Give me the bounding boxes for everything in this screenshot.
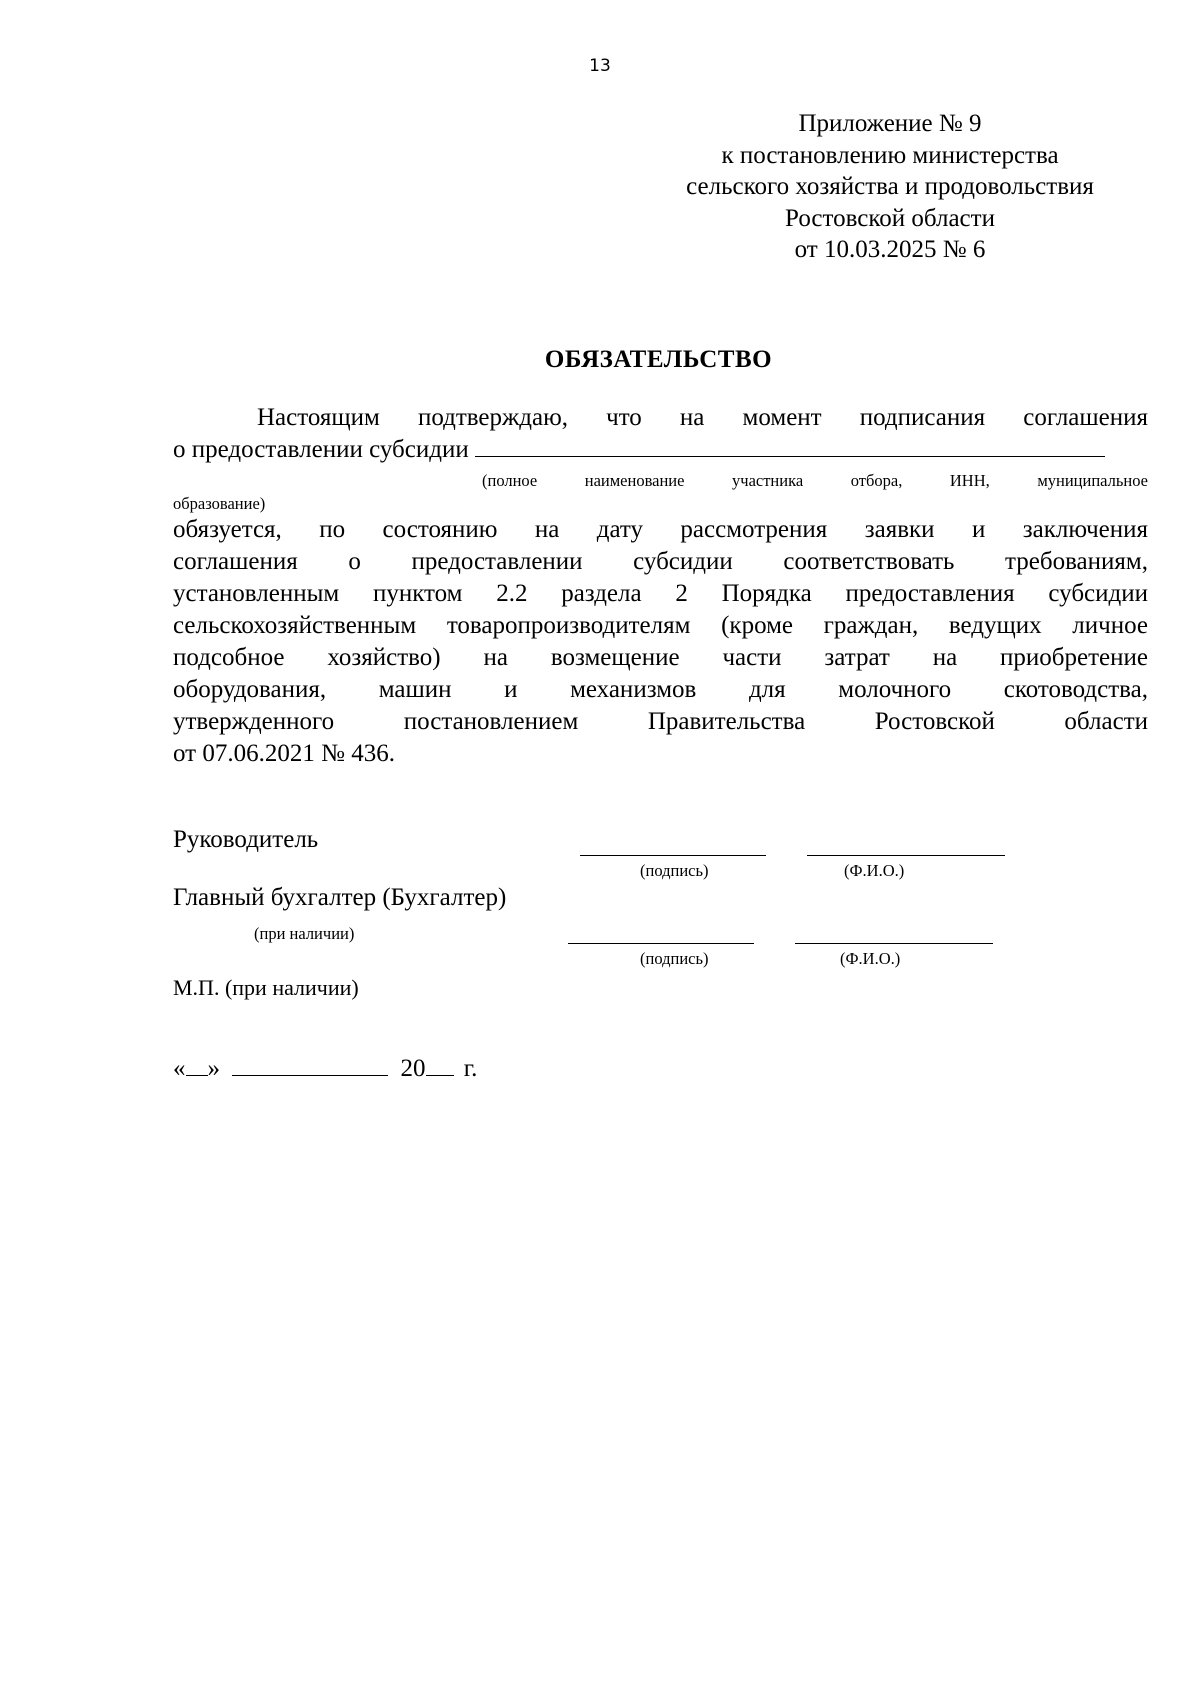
body-line-9: утвержденного постановлением Правительства Ростовской области <box>173 708 1148 735</box>
date-close-quote: » <box>207 1055 220 1082</box>
body-line-4: соглашения о предоставлении субсидии соответствовать требованиям, <box>173 548 1148 575</box>
accountant-signature-line[interactable] <box>568 943 754 944</box>
body-line-6: сельскохозяйственным товаропроизводителям (кроме граждан, ведущих личное <box>173 612 1148 639</box>
appendix-date: от 10.03.2025 № 6 <box>794 236 986 263</box>
accountant-signature-caption: (подпись) <box>640 949 709 968</box>
body-line-3: обязуется, по состоянию на дату рассмотрения заявки и заключения <box>173 516 1148 543</box>
body-line-1: Настоящим подтверждаю, что на момент подписания соглашения <box>257 404 1148 431</box>
appendix-ref-line-2: сельского хозяйства и продовольствия <box>686 173 1094 200</box>
participant-name-blank[interactable] <box>475 434 1105 457</box>
participant-caption-cont: образование) <box>173 494 266 513</box>
head-name-line[interactable] <box>807 855 1005 856</box>
day-blank[interactable] <box>186 1055 208 1076</box>
body-line-8: оборудования, машин и механизмов для молочного скотоводства, <box>173 676 1148 703</box>
participant-caption: (полное наименование участника отбора, ИНН, муниципальное <box>482 471 1148 490</box>
year-prefix: 20 <box>400 1055 426 1082</box>
document-title: ОБЯЗАТЕЛЬСТВО <box>544 346 773 373</box>
body-line-7: подсобное хозяйство) на возмещение части затрат на приобретение <box>173 644 1148 671</box>
date-line <box>173 1055 477 1083</box>
appendix-header <box>640 108 1140 266</box>
body-line-2-text: о предоставлении субсидии <box>173 436 469 463</box>
date-open-quote: « <box>173 1055 186 1082</box>
head-label: Руководитель <box>173 826 319 853</box>
body-line-5: установленным пунктом 2.2 раздела 2 Порядка предоставления субсидии <box>173 580 1148 607</box>
year-blank[interactable] <box>426 1055 454 1076</box>
body-line-2 <box>173 434 1148 466</box>
page-number: 13 <box>589 56 611 76</box>
month-blank[interactable] <box>232 1055 388 1076</box>
stamp-label: М.П. (при наличии) <box>173 975 359 1000</box>
appendix-number: Приложение № 9 <box>798 110 982 137</box>
appendix-ref-line-3: Ростовской области <box>785 204 995 232</box>
accountant-label: Главный бухгалтер (Бухгалтер) <box>173 884 507 911</box>
body-line-10: от 07.06.2021 № 436. <box>173 740 395 767</box>
head-signature-caption: (подпись) <box>640 861 709 880</box>
accountant-if-any: (при наличии) <box>254 924 355 943</box>
accountant-name-caption: (Ф.И.О.) <box>840 949 901 968</box>
head-name-caption: (Ф.И.О.) <box>844 861 905 880</box>
appendix-ref-line-1: к постановлению министерства <box>721 141 1059 169</box>
head-signature-line[interactable] <box>580 855 766 856</box>
accountant-name-line[interactable] <box>795 943 993 944</box>
year-suffix: г. <box>463 1055 478 1082</box>
